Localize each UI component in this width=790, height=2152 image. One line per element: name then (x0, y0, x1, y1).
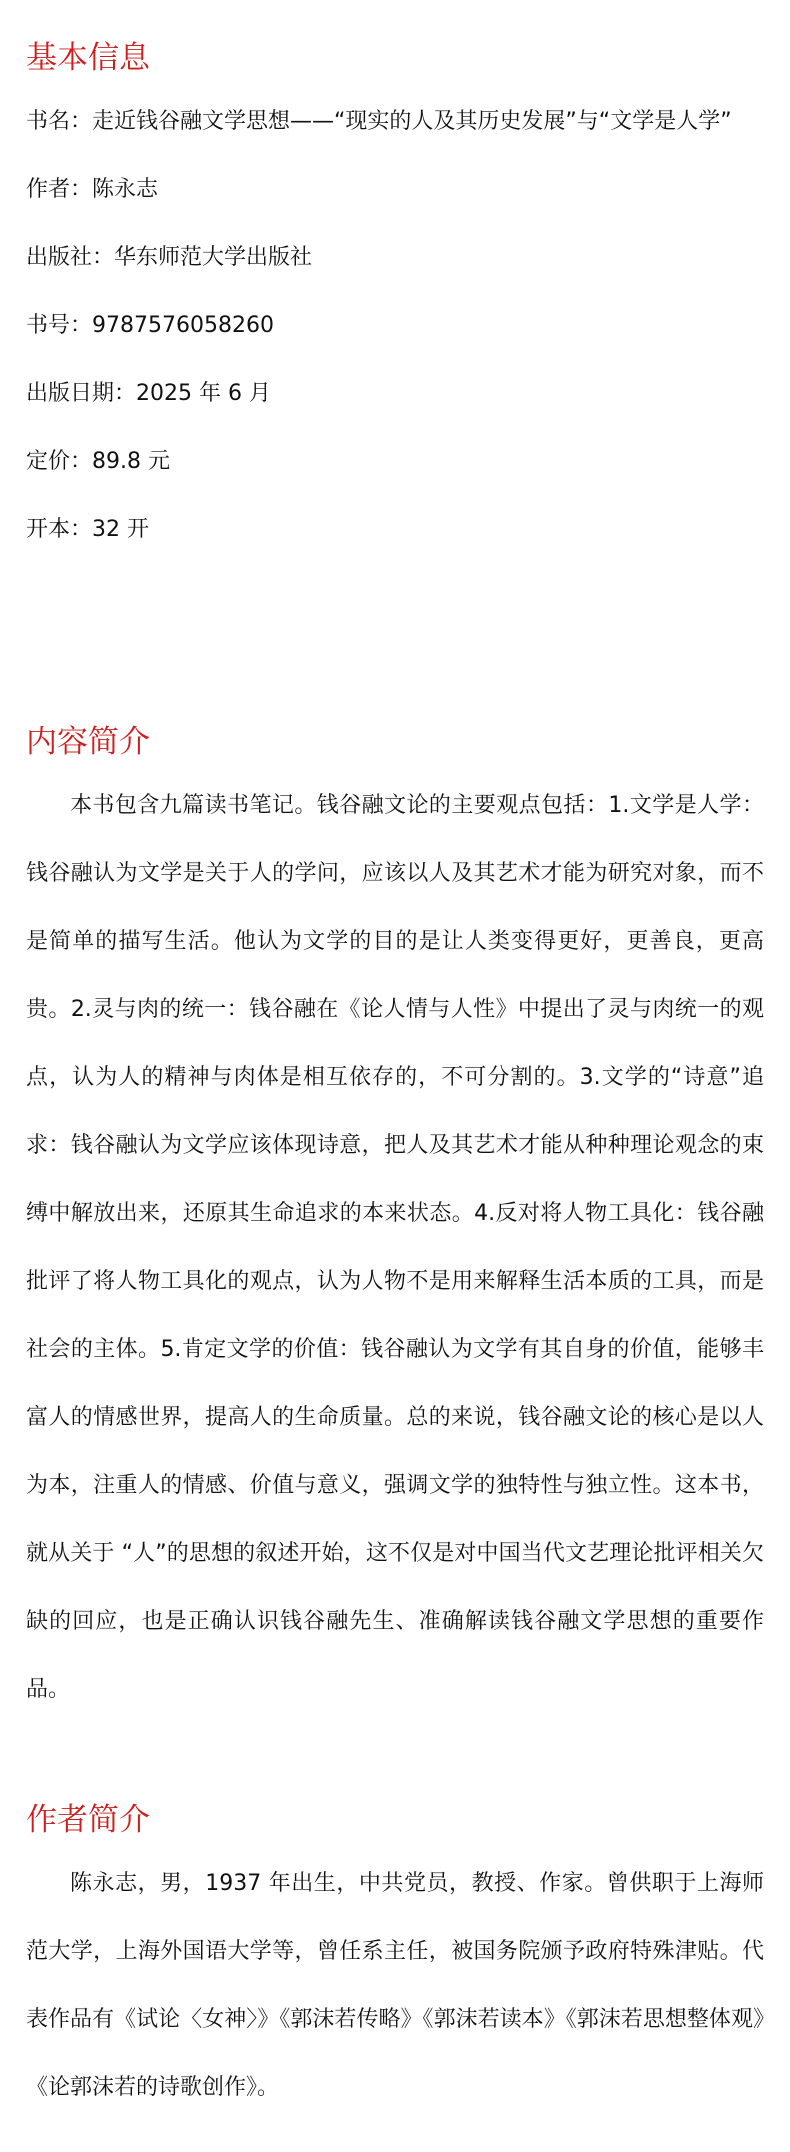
author-intro-heading: 作者简介 (26, 1802, 150, 1838)
isbn-line: 书号：9787576058260 (26, 313, 274, 338)
summary-heading: 内容简介 (26, 724, 150, 760)
author-line: 作者：陈永志 (26, 177, 159, 202)
author-intro-section (26, 1790, 764, 2122)
book-title-line: 书名：走近钱谷融文学思想——“现实的人及其历史发展”与“文学是人学” (26, 109, 732, 134)
publish-date-line: 出版日期：2025 年 6 月 (26, 381, 271, 406)
basic-info-heading: 基本信息 (26, 40, 150, 76)
author-intro-paragraph: 陈永志，男，1937 年出生，中共党员，教授、作家。曾供职于上海师范大学，上海外国语大学等，曾任系主任，被国务院颁予政府特殊津贴。代表作品有《试论〈女神〉》《郭沫若传略》《郭沫若读本》《郭沫若思想整体观》《论郭沫若的诗歌创作》。 (26, 1871, 764, 2100)
summary-paragraph: 本书包含九篇读书笔记。钱谷融文论的主要观点包括：1.文学是人学：钱谷融认为文学是关于人的学问，应该以人及其艺术才能为研究对象，而不是简单的描写生活。他认为文学的目的是让人类变得更好，更善良，更高贵。2.灵与肉的统一：钱谷融在《论人情与人性》中提出了灵与肉统一的观点，认为人的精神与肉体是相互依存的，不可分割的。3.文学的“诗意”追求：钱谷融认为文学应该体现诗意，把人及其艺术才能从种种理论观念的束缚中解放出来，还原其生命追求的本来状态。4.反对将人物工具化：钱谷融批评了将人物工具化的观点，认为人物不是用来解释生活本质的工具，而是社会的主体。5.肯定文学的价值：钱谷融认为文学有其自身的价值，能够丰富人的情感世界，提高人的生命质量。总的来说，钱谷融文论的核心是以人为本，注重人的情感、价值与意义，强调文学的独特性与独立性。这本书，就从关于 “人”的思想的叙述开始，这不仅是对中国当代文艺理论批评相关欠缺的回应，也是正确认识钱谷融先生、准确解读钱谷融文学思想的重要作品。 (26, 793, 764, 1702)
basic-info-list (26, 88, 764, 564)
format-line: 开本：32 开 (26, 517, 149, 542)
price-line: 定价：89.8 元 (26, 449, 170, 474)
summary-section (26, 712, 764, 1724)
basic-info-section (26, 28, 764, 564)
publisher-line: 出版社：华东师范大学出版社 (26, 245, 313, 270)
